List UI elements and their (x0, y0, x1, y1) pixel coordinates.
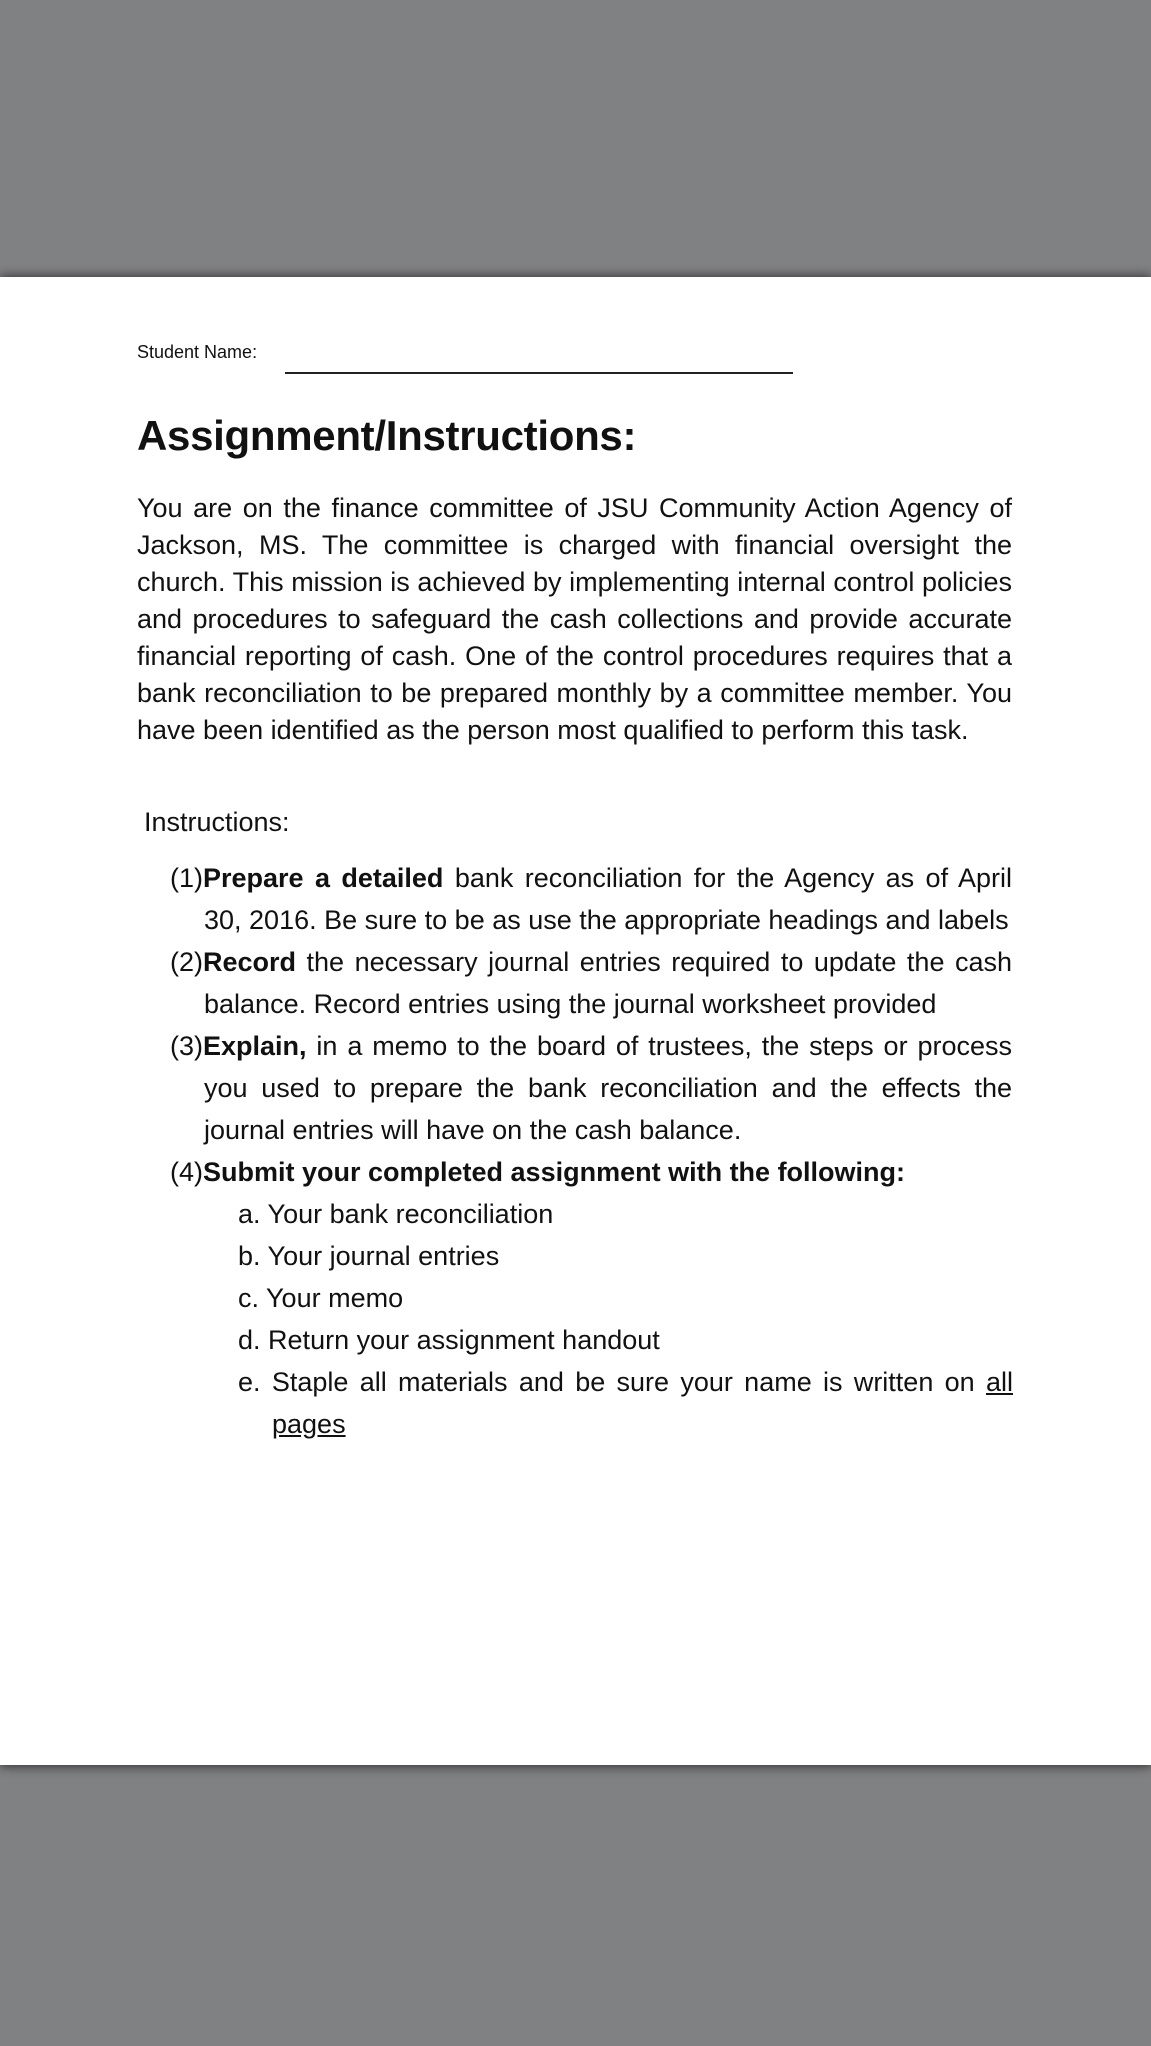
sub-item-a (238, 1193, 1013, 1235)
intro-paragraph: You are on the finance committee of JSU Community Action Agency of Jackson, MS. The committee is charged with financial oversight the church. This mission is achieved by implementing internal control policies and procedures to safeguard the cash collections and provide accurate financial reporting of cash. One of the control procedures requires that a bank reconciliation to be prepared monthly by a committee member. You have been identified as the person most qualified to perform this task. (137, 493, 1012, 745)
instruction-item-2 (170, 941, 1012, 1025)
instruction-item-4 (170, 1151, 1012, 1193)
page-title: Assignment/Instructions: (137, 412, 637, 459)
sub-item-underlined-text: all pages (272, 1367, 1013, 1439)
document-page (0, 277, 1151, 1765)
item-text: bank reconciliation for the Agency as of April 30, 2016. Be sure to be as use the appropriate headings and labels (204, 863, 1012, 935)
student-name-label: Student Name: (137, 342, 258, 362)
item-number: (1) (170, 863, 203, 893)
sub-item-text: Your memo (266, 1283, 404, 1313)
sub-item-d (238, 1319, 1013, 1361)
sub-item-letter: d. (238, 1325, 261, 1355)
instructions-label: Instructions: (144, 807, 290, 837)
item-number: (3) (170, 1031, 203, 1061)
sub-item-letter: e. (238, 1367, 261, 1397)
item-bold-text: Record (203, 947, 297, 977)
sub-item-b (238, 1235, 1013, 1277)
sub-item-e (238, 1361, 1013, 1445)
sub-item-letter: b. (238, 1241, 261, 1271)
sub-item-letter: c. (238, 1283, 260, 1313)
sub-item-letter: a. (238, 1199, 261, 1229)
item-bold-text: Explain, (203, 1031, 307, 1061)
item-bold-text: Prepare a detailed (203, 863, 444, 893)
student-name-line (285, 372, 793, 374)
instruction-item-3 (170, 1025, 1012, 1151)
sub-item-text: Your journal entries (267, 1241, 500, 1271)
item-number: (4) (170, 1157, 203, 1187)
sub-item-text: Your bank reconciliation (267, 1199, 554, 1229)
item-bold-text: Submit your completed assignment with the following: (203, 1157, 906, 1187)
item-text: in a memo to the board of trustees, the steps or process you used to prepare the bank reconciliation and the effects the journal entries will have on the cash balance. (204, 1031, 1012, 1145)
sub-item-text: Return your assignment handout (268, 1325, 660, 1355)
sub-item-c (238, 1277, 1013, 1319)
item-number: (2) (170, 947, 203, 977)
sub-item-text: Staple all materials and be sure your name is written on (271, 1367, 986, 1397)
instruction-item-1 (170, 857, 1012, 941)
item-text: the necessary journal entries required to update the cash balance. Record entries using the journal worksheet provided (204, 947, 1012, 1019)
